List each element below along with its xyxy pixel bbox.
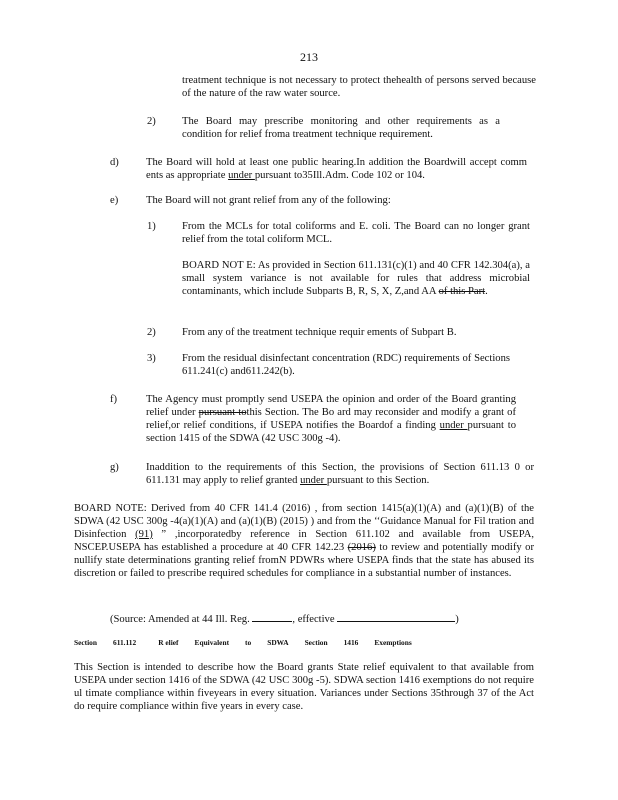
paragraph-e: The Board will not grant relief from any of the following:	[146, 195, 391, 206]
paragraph-e2: From any of the treatment technique requir ements of Subpart B.	[182, 327, 457, 338]
paragraph-g: Inaddition to the requirements of this Section, the provisions of Section 611.13 0 or 611.131 may apply to relief granted under pursuant to this Section.	[146, 462, 534, 486]
inserted-text: under	[300, 475, 327, 486]
board-note: BOARD NOTE: Derived from 40 CFR 141.4 (2016) , from section 1415(a)(1)(A) and (a)(1)(B) of the SDWA (42 USC 300g -4(a)(1)(A) and (a)(1)(B) (2015) ) and from the ‘‘Guidance Manual for Fil tration and Disinfection (91) ” ,incorporatedby reference in Section 611.102 and available from USEPA, NSCEP.USEPA has established a procedure at 40 CFR 142.23 (2016) to review and potentially modify or nullify state determinations granting relief fromN PDWRs where USEPA finds that the state has abused its discretion or failed to prescribe required schedules for compliance in a substantial number of instances.	[74, 503, 534, 579]
inserted-text: under	[228, 170, 255, 181]
source-line: (Source: Amended at 44 Ill. Reg. , effective )	[110, 611, 530, 626]
board-note-e1: BOARD NOT E: As provided in Section 611.131(c)(1) and 40 CFR 142.304(a), a small system variance is not available for rules that address microbial contaminants, which include Subparts B, R, S, X, Z,and AA of this Part.	[182, 260, 530, 297]
section-heading: Section 611.112 R elief Equivalent to SDWA Section 1416 Exemptions	[74, 638, 412, 647]
paragraph-c2: The Board may prescribe monitoring and other requirements as a condition for relief froma treatment technique requirement.	[182, 116, 500, 140]
deleted-text: (2016)	[347, 542, 376, 553]
paragraph-e3: From the residual disinfectant concentration (RDC) requirements of Sections 611.241(c) and611.242(b).	[182, 353, 510, 377]
effective-blank	[337, 611, 455, 622]
item-label-c2: 2)	[147, 116, 156, 127]
item-label-g: g)	[110, 462, 119, 473]
reg-blank	[252, 611, 292, 622]
paragraph-e1: From the MCLs for total coliforms and E. coli. The Board can no longer grant relief from the total coliform MCL.	[182, 221, 530, 245]
item-label-e3: 3)	[147, 353, 156, 364]
item-label-d: d)	[110, 157, 119, 168]
deleted-text: of this Part	[438, 286, 486, 297]
item-label-e: e)	[110, 195, 119, 206]
paragraph-f: The Agency must promptly send USEPA the opinion and order of the Board granting relief under pursuant tothis Section. The Bo ard may reconsider and modify a grant of relief,or relief conditions, if USEPA notifies the Boardof a finding under pursuant to section 1415 of the SDWA (42 USC 300g -4).	[146, 394, 517, 444]
item-label-f: f)	[110, 394, 118, 405]
paragraph-c1-continued: treatment technique is not necessary to protect thehealth of persons served because of the nature of the raw water source.	[182, 75, 536, 99]
section-intro-paragraph: This Section is intended to describe how the Board grants State relief equivalent to that available from USEPA under section 1416 of the SDWA (42 USC 300g -5). SDWA section 1416 exemptions do not require ul timate compliance within fiveyears in every situation. Variances under Sections 35through 37 of the Act do require compliance within five years in every case.	[74, 662, 534, 712]
page-number: 213	[300, 50, 318, 64]
inserted-text: under	[439, 420, 468, 431]
inserted-text: (91)	[135, 529, 153, 540]
deleted-text: pursuant to	[198, 407, 247, 418]
paragraph-d: The Board will hold at least one public hearing.In addition the Boardwill accept comm ents as appropriate under pursuant to35Ill.Adm. Code 102 or 104.	[146, 157, 527, 181]
item-label-e2: 2)	[147, 327, 156, 338]
item-label-e1: 1)	[147, 221, 156, 232]
